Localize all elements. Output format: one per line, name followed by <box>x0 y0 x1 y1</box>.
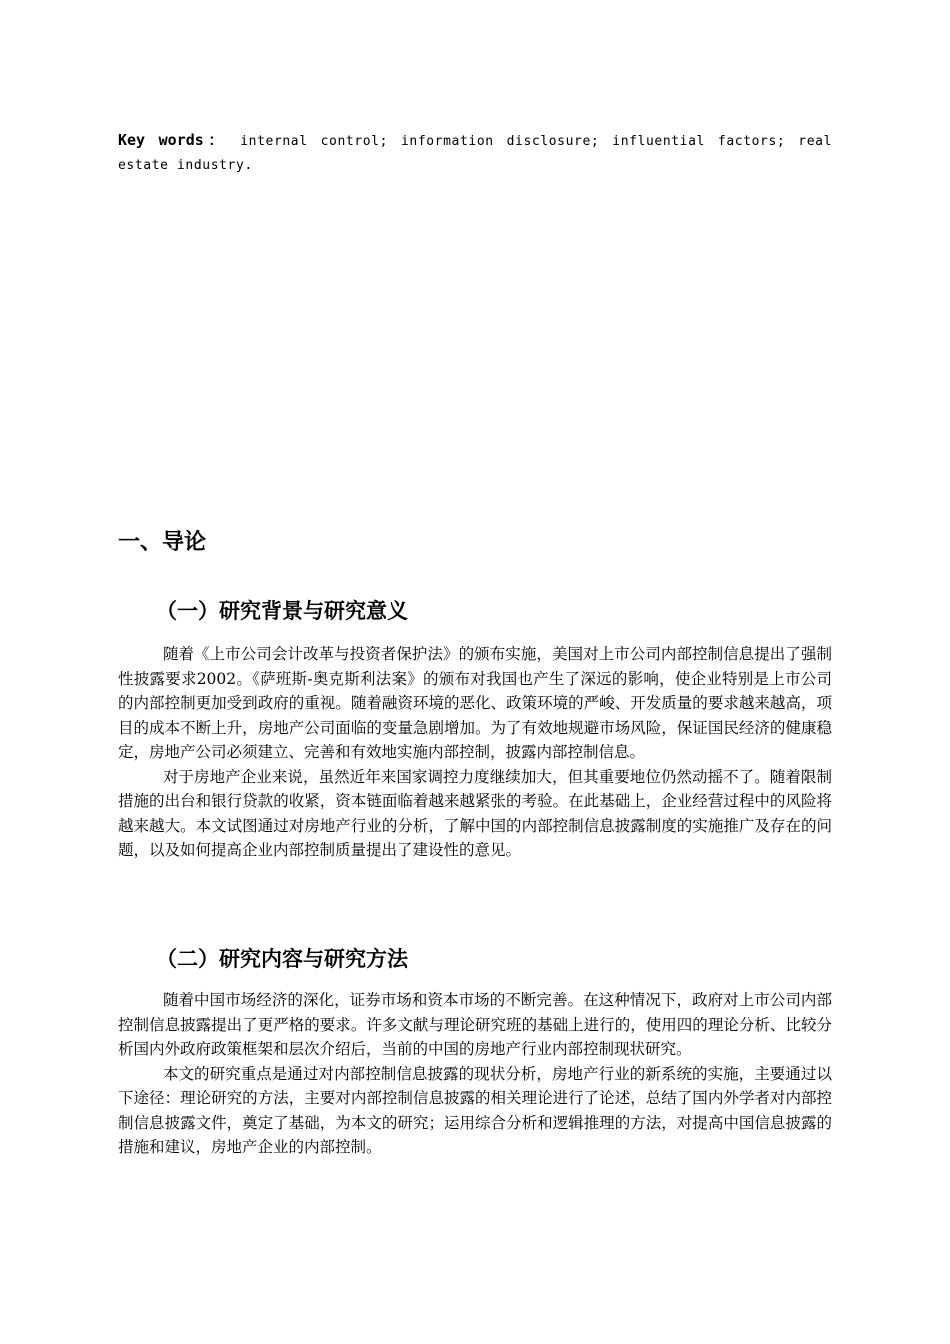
keywords-label: Key words： <box>118 131 228 149</box>
chapter-heading: 一、导论 <box>118 530 207 555</box>
keywords-text: internal control; information disclosure; influential factors; real estate industry. <box>118 134 832 173</box>
section-content-method-body <box>118 988 832 1160</box>
section-background-body <box>118 642 832 863</box>
section-heading-background: （一）研究背景与研究意义 <box>156 599 408 623</box>
paragraph: 随着中国市场经济的深化，证券市场和资本市场的不断完善。在这种情况下，政府对上市公司内部控制信息披露提出了更严格的要求。许多文献与理论研究班的基础上进行的，使用四的理论分析、比较分析国内外政府政策框架和层次介绍后，当前的中国的房地产行业内部控制现状研究。 <box>118 991 832 1058</box>
keywords-block <box>118 128 832 178</box>
section-heading-content-method: （二）研究内容与研究方法 <box>156 947 408 971</box>
paragraph: 对于房地产企业来说，虽然近年来国家调控力度继续加大，但其重要地位仍然动摇不了。随着限制措施的出台和银行贷款的收紧，资本链面临着越来越紧张的考验。在此基础上，企业经营过程中的风险将越来越大。本文试图通过对房地产行业的分析，了解中国的内部控制信息披露制度的实施推广及存在的问题，以及如何提高企业内部控制质量提出了建设性的意见。 <box>118 767 832 859</box>
paragraph: 随着《上市公司会计改革与投资者保护法》的颁布实施，美国对上市公司内部控制信息提出了强制性披露要求2002。《萨班斯-奥克斯利法案》的颁布对我国也产生了深远的影响，使企业特别是上市公司的内部控制更加受到政府的重视。随着融资环境的恶化、政策环境的严峻、开发质量的要求越来越高，项目的成本不断上升，房地产公司面临的变量急剧增加。为了有效地规避市场风险，保证国民经济的健康稳定，房地产公司必须建立、完善和有效地实施内部控制，披露内部控制信息。 <box>118 645 832 761</box>
paragraph: 本文的研究重点是通过对内部控制信息披露的现状分析，房地产行业的新系统的实施，主要通过以下途径：理论研究的方法，主要对内部控制信息披露的相关理论进行了论述，总结了国内外学者对内部控制信息披露文件，奠定了基础，为本文的研究；运用综合分析和逻辑推理的方法，对提高中国信息披露的措施和建议，房地产企业的内部控制。 <box>118 1064 832 1156</box>
